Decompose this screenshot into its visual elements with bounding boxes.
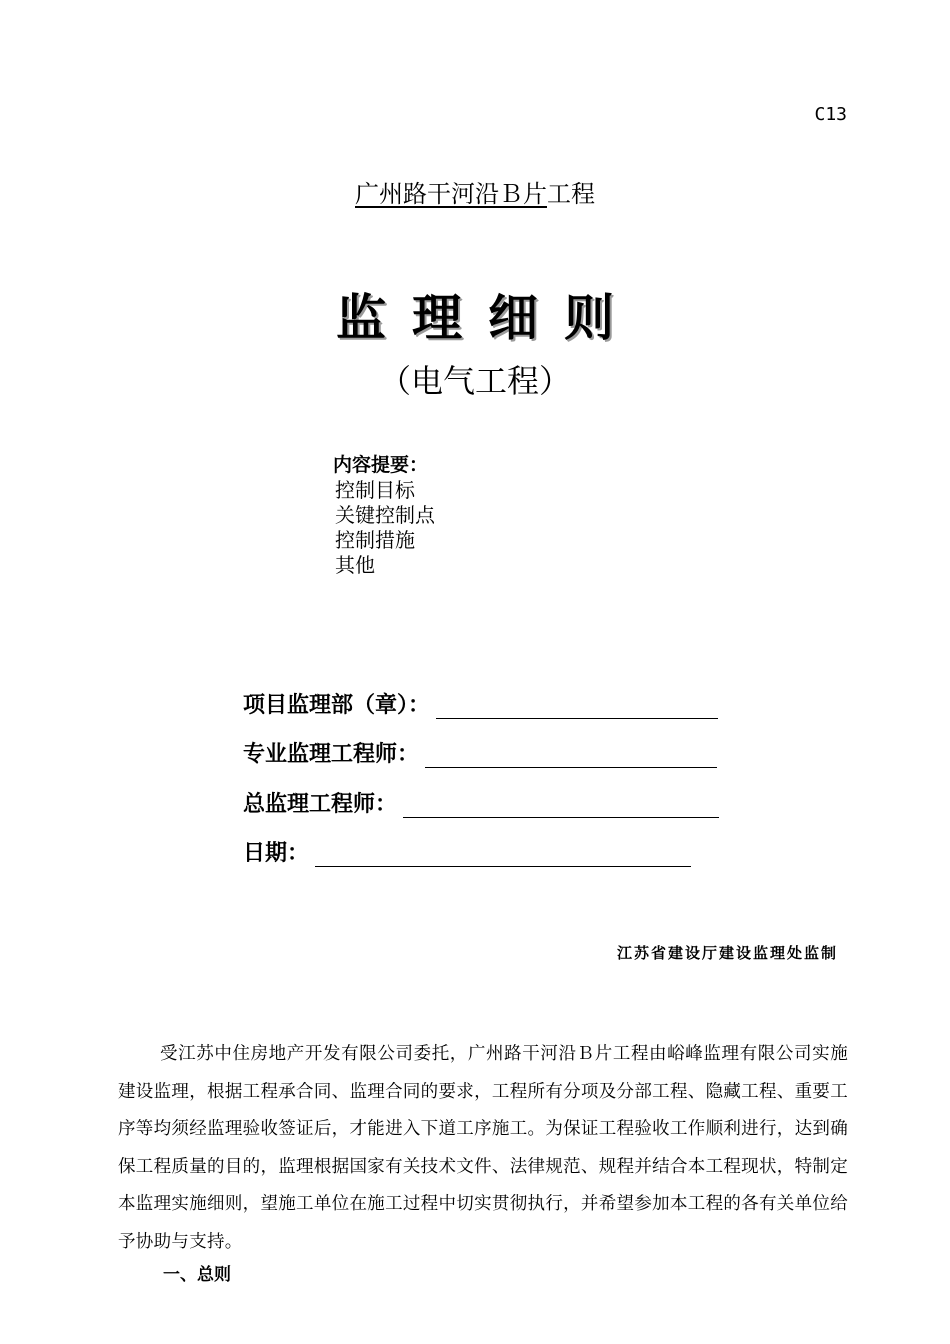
project-name-suffix: 工程 [547,180,595,208]
signature-chief-label: 总监理工程师： [243,792,398,817]
summary-item: 其他 [335,553,375,577]
document-subtitle: （电气工程） [378,362,571,400]
document-code: C13 [814,104,847,125]
signature-engineer-row [243,737,717,768]
project-name [0,174,950,209]
signature-chief-row [243,787,719,818]
signature-date-line[interactable] [315,846,691,867]
signature-engineer-label: 专业监理工程师： [243,742,420,767]
project-name-underlined: 广州路干河沿Ｂ片 [355,180,547,208]
signature-engineer-line[interactable] [425,747,717,768]
summary-heading: 内容提要： [333,454,429,476]
section-heading: 一、总则 [163,1265,231,1285]
signature-dept-line[interactable] [436,698,718,719]
intro-paragraph: 受江苏中住房地产开发有限公司委托，广州路干河沿Ｂ片工程由峪峰监理有限公司实施建设监理，根据工程承合同、监理合同的要求，工程所有分项及分部工程、隐藏工程、重要工序等均须经监理验收签证后，才能进入下道工序施工。为保证工程验收工作顺利进行，达到确保工程质量的目的，监理根据国家有关技术文件、法律规范、规程并结合本工程现状，特制定本监理实施细则，望施工单位在施工过程中切实贯彻执行，并希望参加本工程的各有关单位给予协助与支持。 [118,1044,848,1252]
signature-dept-label: 项目监理部（章）： [243,693,431,718]
signature-date-label: 日期： [243,841,310,866]
summary-item: 控制目标 [335,478,415,502]
issuer-text: 江苏省建设厅建设监理处监制 [616,944,838,962]
signature-chief-line[interactable] [403,797,719,818]
signature-date-row [243,836,691,867]
summary-item: 关键控制点 [335,503,435,527]
summary-item: 控制措施 [335,528,415,552]
summary-block [333,452,435,578]
signature-dept-row [243,688,718,719]
document-title: 监理细则 [336,289,640,347]
